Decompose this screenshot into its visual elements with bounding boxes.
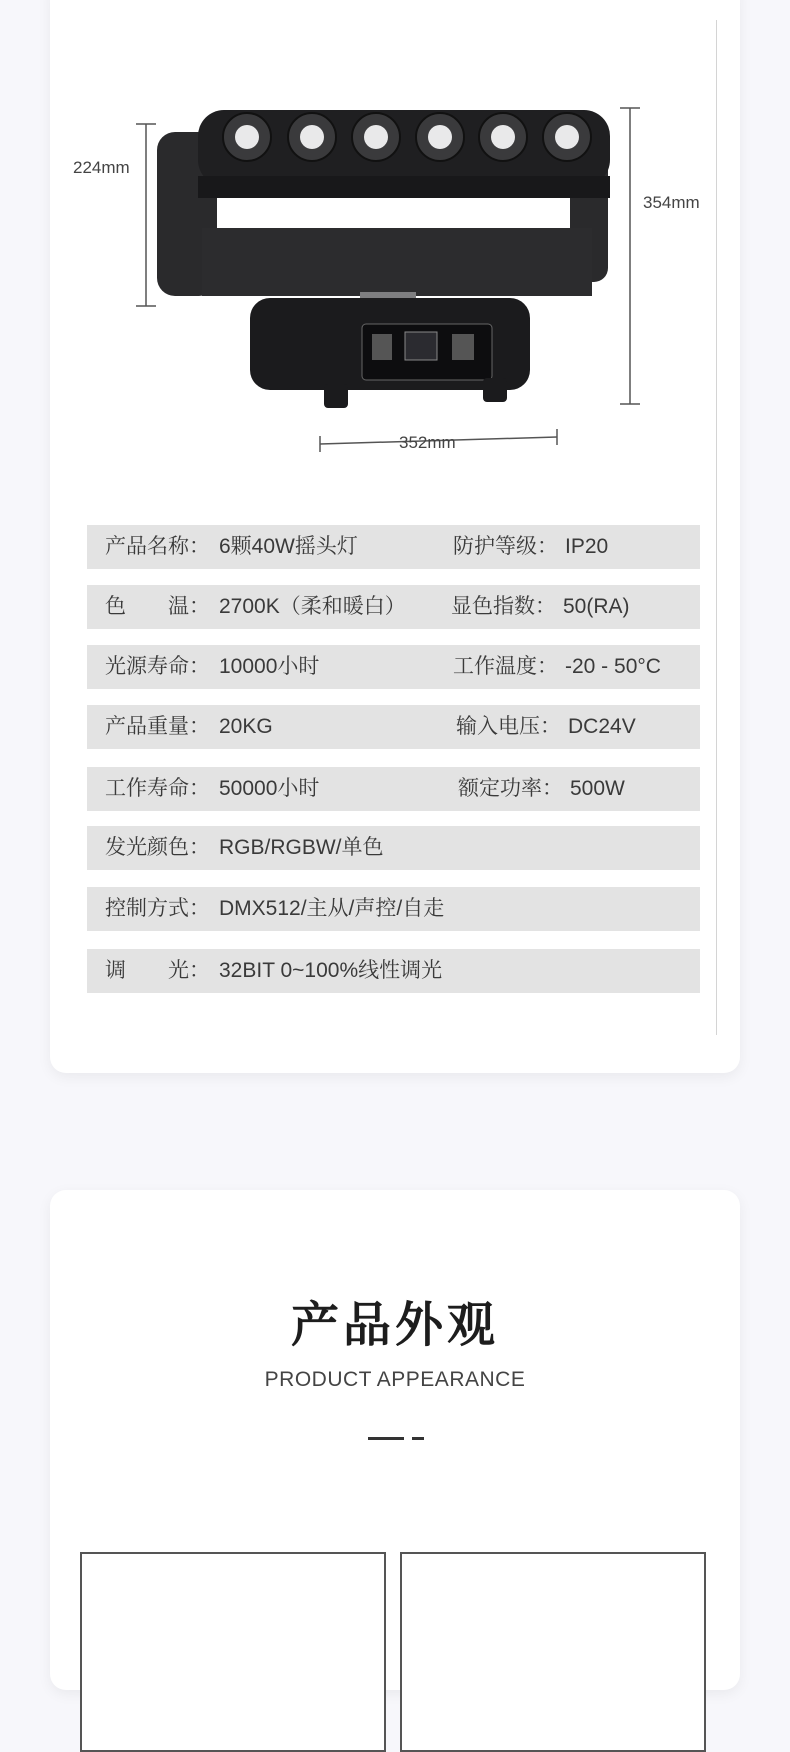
spec-value: DMX512/主从/声控/自走: [219, 897, 445, 920]
spec-label: 输入电压：: [456, 715, 561, 738]
spec-row: [87, 645, 700, 689]
spec-row: [87, 767, 700, 811]
spec-value: -20 - 50°C: [565, 655, 661, 678]
spec-value: 50000小时: [219, 777, 320, 800]
spec-value: 20KG: [219, 715, 273, 738]
spec-label: 发光颜色：: [105, 836, 210, 859]
spec-value: 6颗40W摇头灯: [219, 535, 358, 558]
spec-value: IP20: [565, 535, 609, 558]
spec-label: 显色指数：: [451, 595, 556, 618]
spec-label: 调 光：: [105, 959, 210, 982]
spec-label: 产品名称：: [105, 535, 210, 558]
spec-card: [50, 0, 740, 1073]
spec-label: 工作温度：: [453, 655, 558, 678]
dimension-left-height: 224mm: [73, 158, 130, 177]
spec-label: 色 温：: [105, 595, 210, 618]
spec-label: 额定功率：: [458, 777, 563, 800]
moving-head-light-image: [50, 0, 740, 480]
section-divider-short: [412, 1437, 424, 1440]
appearance-card: [50, 1190, 740, 1690]
section-title: 产品外观: [290, 1297, 499, 1353]
spec-row: [87, 949, 700, 993]
spec-value: 500W: [570, 777, 625, 800]
spec-value: DC24V: [568, 715, 636, 738]
spec-value: RGB/RGBW/单色: [219, 836, 384, 859]
spec-label: 工作寿命：: [105, 777, 210, 800]
appearance-photo-frame: [400, 1552, 706, 1752]
spec-row: [87, 525, 700, 569]
spec-label: 产品重量：: [105, 715, 210, 738]
spec-value: 50(RA): [563, 595, 630, 618]
dimension-width: 352mm: [399, 433, 456, 452]
spec-row: [87, 705, 700, 749]
section-subtitle: PRODUCT APPEARANCE: [264, 1368, 526, 1391]
appearance-photo-frame: [80, 1552, 386, 1752]
spec-label: 控制方式：: [105, 897, 210, 920]
spec-row: [87, 826, 700, 870]
product-figure: [50, 0, 740, 480]
spec-row: [87, 887, 700, 931]
dimension-right-height: 354mm: [643, 193, 700, 212]
spec-value: 10000小时: [219, 655, 320, 678]
spec-label: 防护等级：: [453, 535, 558, 558]
spec-value: 32BIT 0~100%线性调光: [219, 959, 443, 982]
spec-row: [87, 585, 700, 629]
spec-value: 2700K（柔和暖白）: [219, 595, 406, 618]
section-divider-long: [368, 1437, 404, 1440]
spec-label: 光源寿命：: [105, 655, 210, 678]
